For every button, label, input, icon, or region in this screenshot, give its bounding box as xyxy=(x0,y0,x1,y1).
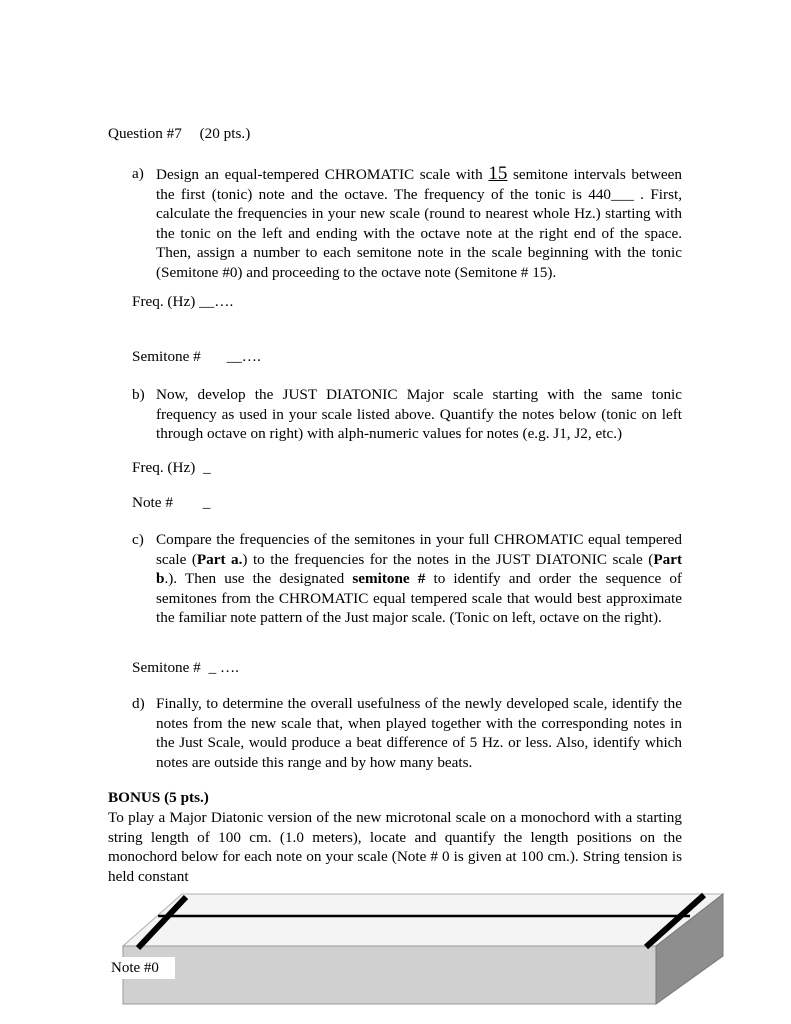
part-d-label: d) xyxy=(132,695,145,712)
part-c-text: Compare the frequencies of the semitones in your full CHROMATIC equal tempered scale (Part a.) to the frequencies for the notes in the JUST DIATONIC scale (Part b.). Then use the designated semitone # to identify and order the sequence of semitones from the CHROMATIC equal tempered scale that would best approximate the familiar note pattern of the Just major scale. (Tonic on left, octave on the right). xyxy=(156,531,682,627)
freq-label: Freq. (Hz) xyxy=(132,293,196,310)
monochord-front xyxy=(123,946,656,1004)
semitone-count: 15 xyxy=(488,163,508,184)
bonus-text: To play a Major Diatonic version of the new microtonal scale on a monochord with a starting string length of 100 cm. (1.0 meters), locate and quantify the length positions on the monochord below for each note on your scale (Note # 0 is given at 100 cm.). String tension is held constant xyxy=(108,809,682,885)
semitone-label: Semitone # xyxy=(132,659,201,676)
part-b-label: b) xyxy=(132,386,145,403)
monochord-top xyxy=(123,894,723,946)
note-blank: _ xyxy=(202,494,211,511)
freq-blank: _ xyxy=(203,459,211,476)
bonus-title: BONUS (5 pts.) xyxy=(108,789,209,806)
note-row-b xyxy=(132,493,210,513)
note-label: Note # xyxy=(132,494,173,511)
part-a-text: Design an equal-tempered CHROMATIC scale with 15 semitone intervals between the first (tonic) note and the octave. The frequency of the tonic is 440___ . First, calculate the frequencies in your new scale (round to nearest whole Hz.) starting with the tonic on the left and ending with the octave note at the right end of the space. Then, assign a number to each semitone note in the scale beginning with the tonic (Semitone #0) and proceeding to the octave note (Semitone # 15). xyxy=(156,163,682,281)
monochord-diagram xyxy=(0,880,791,1024)
freq-row-a xyxy=(132,292,233,312)
question-points: (20 pts.) xyxy=(199,125,251,142)
semitone-blank: _ …. xyxy=(208,659,239,676)
part-c-label: c) xyxy=(132,531,144,548)
freq-blank: __…. xyxy=(199,293,234,310)
part-a-label: a) xyxy=(132,165,144,182)
semitone-label: Semitone # xyxy=(132,348,201,365)
freq-label: Freq. (Hz) xyxy=(132,459,196,476)
freq-row-b xyxy=(132,458,211,478)
semitone-row-c xyxy=(132,658,239,678)
semitone-row-a xyxy=(132,347,261,367)
question-header xyxy=(108,124,250,144)
note-0-label: Note #0 xyxy=(108,957,175,979)
part-b-text: Now, develop the JUST DIATONIC Major scale starting with the same tonic frequency as used in your scale listed above. Quantify the notes below (tonic on left through octave on right) with alph-numeric values for notes (e.g. J1, J2, etc.) xyxy=(156,386,682,443)
part-d-text: Finally, to determine the overall usefulness of the newly developed scale, identify the notes from the new scale that, when played together with the corresponding notes in the Just Scale, would produce a beat difference of 5 Hz. or less. Also, identify which notes are outside this range and by how many beats. xyxy=(156,695,682,771)
semitone-blank: __…. xyxy=(226,348,261,365)
question-title: Question #7 xyxy=(108,125,182,142)
